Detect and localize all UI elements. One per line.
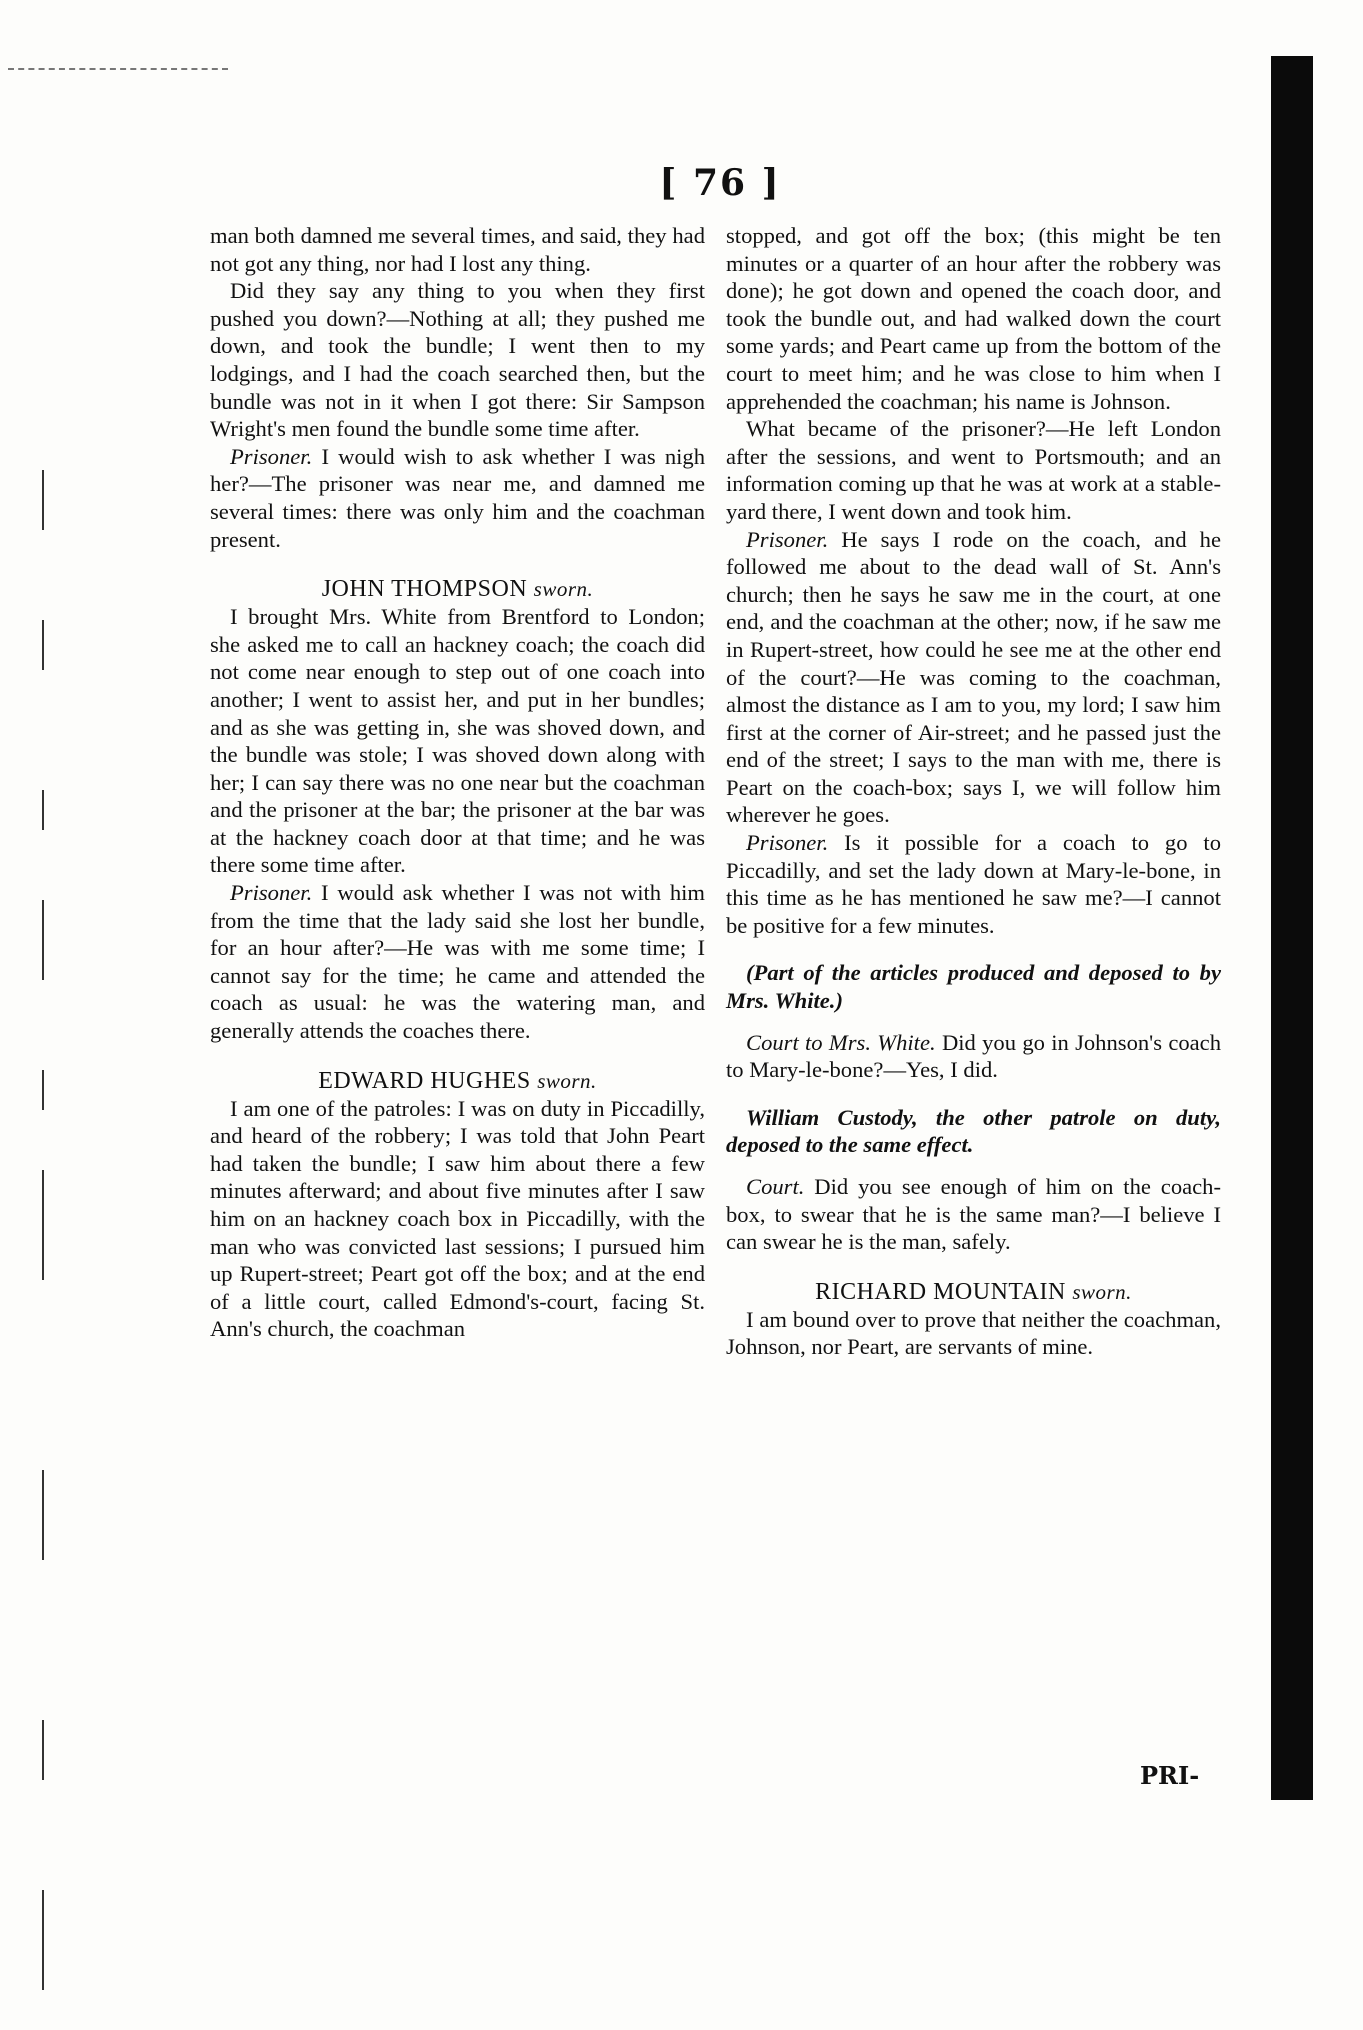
speaker-label: Court to Mrs. White. xyxy=(746,1029,936,1055)
editorial-note: William Custody, the other patrole on duty, deposed to the same effect. xyxy=(726,1104,1221,1158)
witness-name: RICHARD MOUNTAIN xyxy=(815,1278,1066,1305)
continued-paragraph: man both damned me several times, and said, they had not got any thing, nor had I lost any thing. xyxy=(210,223,705,276)
speaker-label: Prisoner. xyxy=(746,526,829,552)
speech-text: He says I rode on the coach, and he followed me about to the dead wall of St. Ann's church; then he says he saw me in the court, at one end, and the coachman at the other; now, if he saw me in Rupert-street, how could he see me at the other end of the court?—He was coming to the coachman, almost the distance as I am to you, my lord; I saw him first at the corner of Air-street; and he passed just the end of the street; I says to the man with me, there is Peart on the coach-box; says I, we will follow him wherever he goes. xyxy=(726,526,1221,828)
speech-paragraph xyxy=(726,829,1221,939)
speech-text: Did you see enough of him on the coach-box, to swear that he is the same man?—I believe I can swear he is the man, safely. xyxy=(726,1174,1221,1255)
speech-text: I would wish to ask whether I was nigh her?—The prisoner was near me, and damned me several times: there was only him and the coachman present. xyxy=(210,443,705,552)
scan-edge-bar xyxy=(1271,56,1313,1800)
speech-paragraph xyxy=(726,526,1221,830)
sworn-label: sworn. xyxy=(1072,1279,1132,1304)
sworn-label: sworn. xyxy=(537,1068,597,1093)
speaker-label: Court. xyxy=(746,1174,805,1199)
speaker-label: Prisoner. xyxy=(230,880,313,906)
body-paragraph: Did they say any thing to you when they first pushed you down?—Nothing at all; they pushed me down, and took the bundle; I went then to my lodgings, and I had the coach searched then, but the bundle was not in it when I got there: Sir Sampson Wright's men found the bundle some time after. xyxy=(210,278,705,442)
catchword: PRI- xyxy=(1140,1761,1200,1790)
continued-paragraph: stopped, and got off the box; (this might be ten minutes or a quarter of an hour after the robbery was done); he got down and opened the coach door, and took the bundle out, and had walked down the court some yards; and Peart came up from the bottom of the court to meet him; and he was close to him when I apprehended the coachman; his name is Johnson. xyxy=(726,223,1221,414)
body-paragraph: I am bound over to prove that neither the coachman, Johnson, nor Peart, are servants of mine. xyxy=(726,1306,1221,1360)
speech-paragraph xyxy=(210,443,705,553)
page-number: [ 76 ] xyxy=(659,162,781,204)
witness-heading xyxy=(726,1278,1221,1306)
speech-text: I would ask whether I was not with him from the time that the lady said she lost her bundle, for an hour after?—He was with me some time; I cannot say for the time; he came and attended the coach as usual: he was the watering man, and generally attends the coaches there. xyxy=(210,880,705,1044)
top-edge-rule xyxy=(8,68,228,70)
witness-heading xyxy=(210,575,705,603)
sworn-label: sworn. xyxy=(533,577,594,602)
speaker-label: Prisoner. xyxy=(230,443,313,469)
body-paragraph: What became of the prisoner?—He left London after the sessions, and went to Portsmouth; and an information coming up that he was at work at a stable-yard there, I went down and took him. xyxy=(726,416,1221,524)
speaker-label: Prisoner. xyxy=(746,830,829,856)
witness-heading xyxy=(210,1067,705,1095)
left-column xyxy=(210,222,705,1343)
speech-text: Is it possible for a coach to go to Piccadilly, and set the lady down at Mary-le-bone, in this time as he has mentioned he saw me?—I cannot be positive for a few minutes. xyxy=(726,830,1221,938)
gutter-marks xyxy=(42,470,58,2000)
right-column xyxy=(726,222,1221,1361)
witness-name: EDWARD HUGHES xyxy=(318,1067,531,1094)
witness-name: JOHN THOMPSON xyxy=(321,576,528,603)
editorial-note: (Part of the articles produced and deposed to by Mrs. White.) xyxy=(726,960,1221,1014)
speech-paragraph xyxy=(210,879,705,1045)
speech-paragraph xyxy=(726,1029,1221,1084)
speech-text: Did you go in Johnson's coach to Mary-le-bone?—Yes, I did. xyxy=(726,1029,1222,1083)
body-paragraph: I brought Mrs. White from Brentford to London; she asked me to call an hackney coach; the coach did not come near enough to step out of one coach into another; I went to assist her, and put in her bundles; and as she was getting in, she was shoved down, and the bundle was stole; I was shoved down along with her; I can say there was no one near but the coachman and the prisoner at the bar; the prisoner at the bar was at the hackney coach door at that time; and he was there some time after. xyxy=(210,604,705,878)
body-paragraph: I am one of the patroles: I was on duty in Piccadilly, and heard of the robbery; I was told that John Peart had taken the bundle; I saw him about there a few minutes afterward; and about five minutes after I saw him on an hackney coach box in Piccadilly, with the man who was convicted last sessions; I pursued him up Rupert-street; Peart got off the box; and at the end of a little court, called Edmond's-court, facing St. Ann's church, the coachman xyxy=(210,1095,705,1342)
speech-paragraph xyxy=(726,1173,1221,1256)
